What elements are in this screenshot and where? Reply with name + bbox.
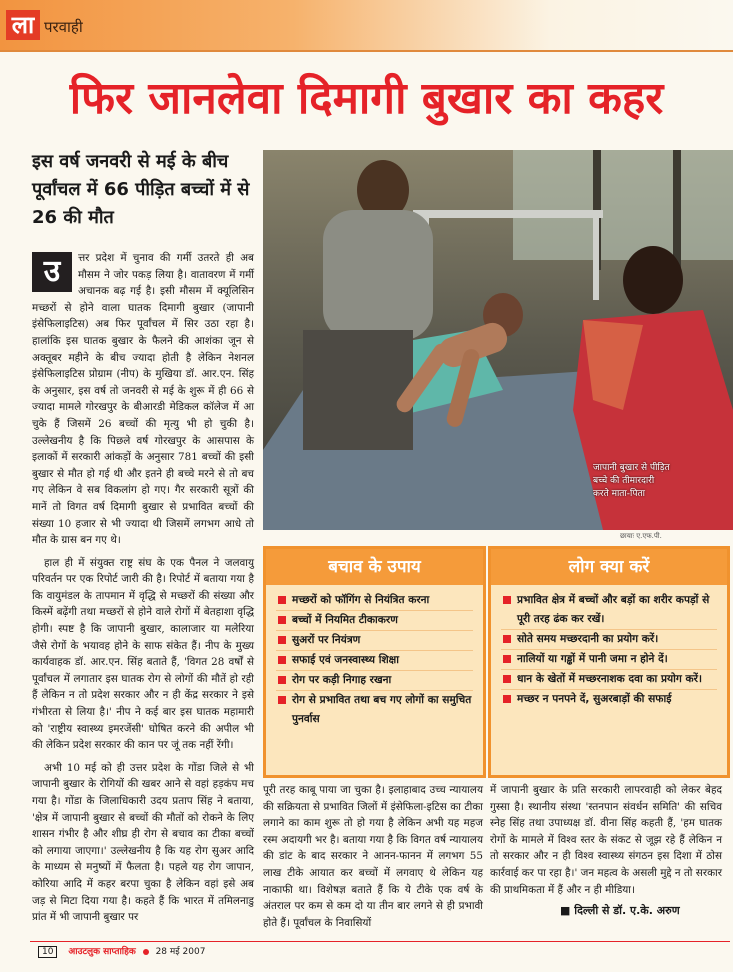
article-column-3 — [490, 782, 722, 904]
caption-line: करते माता-पिता — [593, 489, 645, 499]
issue-date: 28 मई 2007 — [155, 947, 206, 957]
paragraph-text: त्तर प्रदेश में चुनाव की गर्मी उतरते ही अब मौसम ने जोर पकड़ लिया है। वातावरण में गर्मी अचानक बढ़ गई है। इसी मौसम में क्यूलिसिन मच्छरों से होने वाला घातक दिमागी बुखार (जापानी इंसेफिलाइटिस) अब फिर पूर्वांचल में सिर उठा रहा है। हालांकि इस घातक बुखार के फैलने की आशंका जून से अक्तूबर महीने के बीच ज्यादा होती है लेकिन नेशनल इंसेफिलाइटिस प्रोग्राम (नीप) के मुखिया डॉ. आर.एन. सिंह के अनुसार, इस वर्ष तो जनवरी से मई के शुरू में ही 66 से ज्यादा मामले गोरखपुर के बीआरडी मेडिकल कॉलेज में आ चुके हैं जिसमें 26 बच्चों की मृत्यु भी हो चुकी है। उल्लेखनीय है कि पिछले वर्ष गोरखपुर के आसपास के इलाकों में सरकारी आंकड़ों के अनुसार 781 बच्चों की इसी बुखार से मौत हो गई थी और इतने ही बच्चे मरने से तो बच गए लेकिन वे सब विकलांग हो गए। गैर सरकारी सूत्रों की मानें तो विगत वर्ष दिमागी बुखार से प्रभावित बच्चों की संख्या 10 हजार से भी ज्यादा थी जिसमें लगभग आधे तो मौत के ग्रास बन गए थे। — [32, 252, 254, 547]
prevention-box-title: बचाव के उपाय — [266, 549, 483, 585]
prevention-box — [263, 546, 486, 778]
what-to-do-list — [501, 591, 717, 709]
paragraph: पूरी तरह काबू पाया जा चुका है। इलाहाबाद उच्च न्यायालय की सक्रियता से प्रभावित जिलों में इंसेफिला-इटिस का टीका लगाने का काम शुरू तो हो गया है लेकिन अभी यह महज रस्म अदायगी भर है। बताया गया है कि विगत वर्ष न्यायालय की डांट के बाद सरकार ने आनन-फानन में लगभग 55 लाख टीके आयात कर बच्चों में लगवाए थे लेकिन यह नाकाफी था। विशेषज्ञ बताते हैं कि ये टीके एक वर्ष के अंतराल पर कम से कम दो या तीन बार लगने से ही प्रभावी होते हैं। पूर्वांचल के निवासियों — [263, 784, 483, 929]
magazine-name: आउटलुक साप्ताहिक — [68, 947, 136, 957]
article-column-2 — [263, 782, 483, 937]
drop-cap: उ — [32, 252, 72, 292]
section-logo: ला — [6, 10, 40, 40]
section-header — [0, 0, 733, 50]
caption-line: बच्चे की तीमारदारी — [593, 476, 655, 486]
list-item: रोग पर कड़ी निगाह रखना — [276, 670, 473, 690]
byline-text: दिल्ली से डॉ. ए.के. अरुण — [574, 904, 680, 917]
paragraph: में जापानी बुखार के प्रति सरकारी लापरवाही को लेकर बेहद गुस्सा है। स्थानीय संस्था 'स्तनपान संवर्धन समिति' की सचिव स्नेह सिंह तथा उपाध्यक्ष डॉ. वीना सिंह कहती हैं, 'हम घातक रोगों के मामले में विश्व स्तर के संकट से जूझ रहे हैं लेकिन न तो सरकार और न ही विश्व स्वास्थ्य संगठन इस दिशा में ठोस कार्रवाई कर पा रहा है।' जन महत्व के असली मुद्दे न तो सरकार की प्राथमिकता में हैं और न ही मीडिया। — [490, 784, 722, 896]
caption-line: जापानी बुखार से पीड़ित — [593, 463, 670, 473]
list-item: नालियों या गड्ढों में पानी जमा न होने दें। — [501, 649, 717, 669]
paragraph: हाल ही में संयुक्त राष्ट्र संघ के एक पैनल ने जलवायु परिवर्तन पर एक रिपोर्ट जारी की है। रिपोर्ट में बताया गया है कि वायुमंडल के तापमान में वृद्धि से मच्छरों की संख्या और किस्में बढ़ेंगी तथा मच्छरों से होने वाले रोगों में बेतहाशा वृद्धि होगी। स्पष्ट है कि जापानी बुखार, कालाजार या मलेरिया जैसे रोगों के भयावह होने के साफ संकेत हैं। नीप के मुख्य कार्यवाहक डॉ. आर.एन. सिंह बताते हैं, 'विगत 28 वर्षों से पूर्वांचल में लगातार इस घातक रोग से लोगों की मौतें हो रही हैं लेकिन न तो प्रदेश सरकार और न ही केंद्र सरकार ने इसे गंभीरता से लिया है।' नीप ने कई बार इस घातक महामारी को 'राष्ट्रीय स्वास्थ्य इमरजेंसी' घोषित करने की अपील भी की लेकिन प्रदेश सरकार की कान पर जूं तक नहीं रेंगी। — [32, 556, 254, 752]
list-item: मच्छरों को फॉगिंग से नियंत्रित करना — [276, 591, 473, 610]
list-item: सफाई एवं जनस्वास्थ्य शिक्षा — [276, 650, 473, 670]
deck-subheading: इस वर्ष जनवरी से मई के बीच पूर्वांचल में 66 पीड़ित बच्चों में से 26 की मौत — [32, 151, 250, 228]
list-item: रोग से प्रभावित तथा बच गए लोगों का समुचित पुनर्वास — [276, 690, 473, 729]
what-to-do-box — [488, 546, 730, 778]
list-item: सोते समय मच्छरदानी का प्रयोग करें। — [501, 629, 717, 649]
list-item: धान के खेतों में मच्छरनाशक दवा का प्रयोग करें। — [501, 669, 717, 689]
list-item: बच्चों में नियमित टीकाकरण — [276, 610, 473, 630]
prevention-list — [276, 591, 473, 729]
what-to-do-box-title: लोग क्या करें — [491, 549, 727, 585]
photo-credit: छायाः ए.एफ.पी. — [620, 532, 662, 540]
page-footer — [38, 944, 205, 958]
page-number: 10 — [38, 946, 57, 958]
photo-caption — [593, 462, 670, 501]
header-divider — [0, 50, 733, 52]
list-item: सुअरों पर नियंत्रण — [276, 630, 473, 650]
paragraph: अभी 10 मई को ही उत्तर प्रदेश के गोंडा जिले से भी जापानी बुखार के रोगियों की खबर आने से वहां हड़कंप मच गया है। गोंडा के जिलाधिकारी उदय प्रताप सिंह ने बताया, 'क्षेत्र में जापानी बुखार से बच्चों की मौतों को रोकने के लिए शासन गंभीर है और शीघ्र ही रोग से बचाव का टीका बच्चों को लगाया जाएगा।' उल्लेखनीय है कि यह रोग सुअर आदि के माध्यम से मनुष्यों में फैलता है। पहले यह रोग जापान, कोरिया आदि में कहर बरपा चुका है लेकिन वहां इसे अब जड़ से मिटा दिया गया है। कहते हैं कि भारत में तमिलनाडु प्रांत में भी जापानी बुखार पर — [32, 761, 254, 924]
paragraph — [32, 250, 254, 549]
byline: ■ दिल्ली से डॉ. ए.के. अरुण — [560, 904, 680, 917]
list-item: मच्छर न पनपने दें, सुअरबाड़ों की सफाई — [501, 689, 717, 709]
article-column-1 — [32, 250, 254, 932]
article-photo — [263, 150, 733, 530]
separator-dot — [143, 949, 149, 955]
section-name: परवाही — [44, 18, 83, 36]
list-item: प्रभावित क्षेत्र में बच्चों और बड़ों का शरीर कपड़ों से पूरी तरह ढंक कर रखें। — [501, 591, 717, 629]
footer-divider — [30, 941, 730, 942]
headline: फिर जानलेवा दिमागी बुखार का कहर — [69, 73, 664, 124]
